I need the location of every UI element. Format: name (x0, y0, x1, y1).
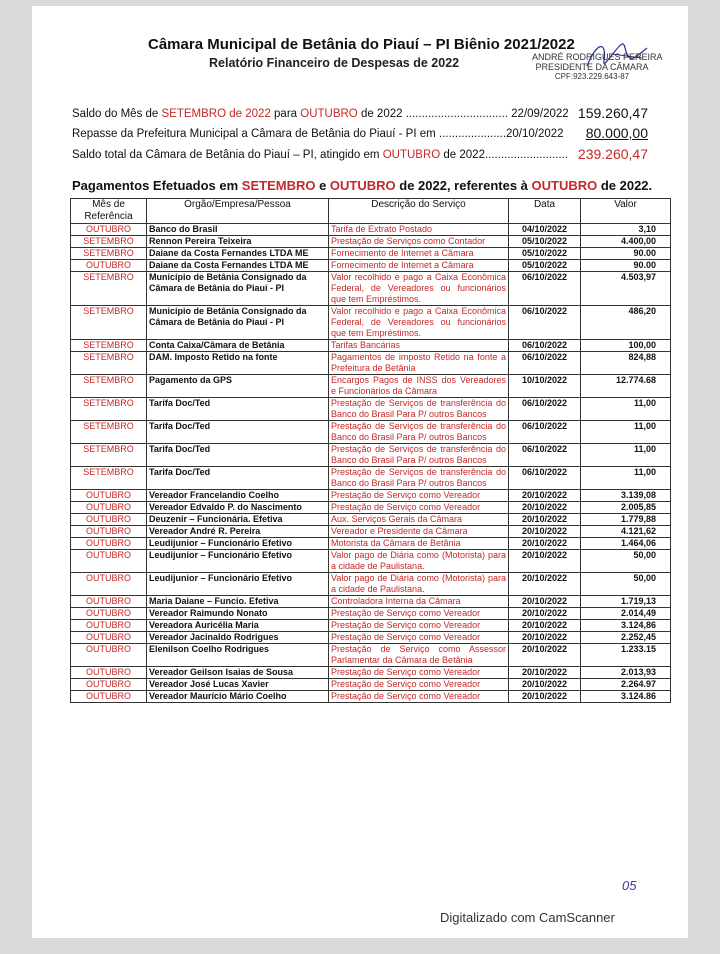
table-row (71, 306, 671, 340)
cell-data: 20/10/2022 (509, 691, 581, 703)
cell-descricao: Prestação de Serviço como Vereador (329, 608, 509, 620)
table-row (71, 272, 671, 306)
signature-block (532, 52, 663, 82)
cell-valor: 90.00 (581, 248, 671, 260)
cell-mes: SETEMBRO (71, 272, 147, 306)
table-row (71, 538, 671, 550)
balance-line (72, 108, 569, 120)
cell-orgao: Conta Caixa/Câmara de Betânia (147, 340, 329, 352)
cell-valor: 2.013,93 (581, 667, 671, 679)
cell-orgao: Tarifa Doc/Ted (147, 467, 329, 490)
payments-table (70, 198, 671, 703)
balance-text: SETEMBRO de 2022 (161, 108, 271, 120)
cell-valor: 2.005,85 (581, 502, 671, 514)
cell-mes: OUTUBRO (71, 550, 147, 573)
cell-descricao: Fornecimento de Internet a Câmara (329, 248, 509, 260)
cell-orgao: Leudijunior – Funcionário Efetivo (147, 538, 329, 550)
cell-descricao: Motorista da Câmara de Betânia (329, 538, 509, 550)
cell-descricao: Pagamentos de imposto Retido na fonte a Prefeitura de Betânia (329, 352, 509, 375)
cell-valor: 4.400,00 (581, 236, 671, 248)
cell-valor: 2.252,45 (581, 632, 671, 644)
table-row (71, 679, 671, 691)
cell-valor: 1.779,88 (581, 514, 671, 526)
balance-text: Saldo do Mês de (72, 108, 162, 120)
cell-valor: 11,00 (581, 421, 671, 444)
cell-mes: OUTUBRO (71, 526, 147, 538)
cell-orgao: Elenilson Coelho Rodrigues (147, 644, 329, 667)
header-data: Data (509, 199, 581, 224)
cell-data: 06/10/2022 (509, 352, 581, 375)
cell-data: 06/10/2022 (509, 444, 581, 467)
cell-mes: OUTUBRO (71, 608, 147, 620)
cell-data: 04/10/2022 (509, 224, 581, 236)
cell-descricao: Valor recolhido e pago a Caixa Econômica Federal, de Vereadores ou funcionários que tem Empréstimos. (329, 272, 509, 306)
cell-descricao: Aux. Serviços Gerais da Câmara (329, 514, 509, 526)
table-row (71, 444, 671, 467)
cell-descricao: Fornecimento de Internet a Câmara (329, 260, 509, 272)
balance-text: de 2022 ................................ 22/09/2022 (357, 108, 569, 120)
cell-valor: 486,20 (581, 306, 671, 340)
cell-data: 20/10/2022 (509, 550, 581, 573)
cell-data: 20/10/2022 (509, 526, 581, 538)
cell-data: 20/10/2022 (509, 596, 581, 608)
table-row (71, 596, 671, 608)
balance-value: 159.260,47 (577, 105, 648, 121)
cell-mes: OUTUBRO (71, 644, 147, 667)
cell-descricao: Prestação de Serviços de transferência do Banco do Brasil Para P/ outros Bancos (329, 467, 509, 490)
cell-orgao: Vereador José Lucas Xavier (147, 679, 329, 691)
cell-mes: OUTUBRO (71, 620, 147, 632)
balance-text: de 2022.......................... (440, 149, 569, 161)
balance-value: 239.260,47 (577, 146, 648, 162)
cell-data: 05/10/2022 (509, 236, 581, 248)
cell-orgao: Rennon Pereira Teixeira (147, 236, 329, 248)
balance-text: Repasse da Prefeitura Municipal a Câmara de Betânia do Piauí - PI em .....................20/10/2022 (72, 128, 564, 140)
cell-valor: 11,00 (581, 467, 671, 490)
cell-descricao: Vereador e Presidente da Câmara (329, 526, 509, 538)
cell-descricao: Tarifa de Extrato Postado (329, 224, 509, 236)
cell-mes: SETEMBRO (71, 306, 147, 340)
cell-mes: SETEMBRO (71, 398, 147, 421)
signature-role: PRESIDENTE DA CÂMARA (535, 62, 649, 72)
section-title-month: SETEMBRO (241, 178, 316, 193)
cell-valor: 1.464,06 (581, 538, 671, 550)
table-row (71, 352, 671, 375)
cell-descricao: Valor pago de Diária como (Motorista) para a cidade de Paulistana. (329, 550, 509, 573)
cell-mes: SETEMBRO (71, 467, 147, 490)
table-row (71, 375, 671, 398)
cell-descricao: Prestação de Serviços de transferência do Banco do Brasil Para P/ outros Bancos (329, 398, 509, 421)
section-title-month: OUTUBRO (329, 178, 396, 193)
cell-mes: OUTUBRO (71, 691, 147, 703)
table-row (71, 691, 671, 703)
cell-orgao: Vereador Francelandio Coelho (147, 490, 329, 502)
table-row (71, 502, 671, 514)
table-row (71, 620, 671, 632)
cell-descricao: Controladora Interna da Câmara (329, 596, 509, 608)
table-row (71, 550, 671, 573)
cell-data: 06/10/2022 (509, 467, 581, 490)
document-title: Câmara Municipal de Betânia do Piauí – PI Biênio 2021/2022 (148, 36, 575, 53)
cell-mes: OUTUBRO (71, 573, 147, 596)
section-title (72, 178, 652, 193)
cell-orgao: Leudijunior – Funcionário Efetivo (147, 573, 329, 596)
cell-valor: 1.233.15 (581, 644, 671, 667)
section-title-part: e (315, 178, 330, 193)
cell-orgao: Município de Betânia Consignado da Câmara de Betânia do Piauí - PI (147, 306, 329, 340)
balance-text: OUTUBRO (300, 108, 358, 120)
cell-descricao: Prestação de Serviço como Vereador (329, 490, 509, 502)
table-row (71, 490, 671, 502)
cell-valor: 50,00 (581, 550, 671, 573)
cell-valor: 4.121,62 (581, 526, 671, 538)
balance-line (72, 149, 568, 161)
cell-valor: 2.014,49 (581, 608, 671, 620)
cell-descricao: Encargos Pagos de INSS dos Vereadores e Funcionários da Câmara (329, 375, 509, 398)
cell-data: 20/10/2022 (509, 632, 581, 644)
cell-descricao: Valor pago de Diária como (Motorista) para a cidade de Paulistana. (329, 573, 509, 596)
table-row (71, 236, 671, 248)
cell-descricao: Prestação de Serviço como Vereador (329, 667, 509, 679)
cell-mes: SETEMBRO (71, 352, 147, 375)
cell-valor: 3,10 (581, 224, 671, 236)
cell-mes: SETEMBRO (71, 340, 147, 352)
cell-valor: 2.264.97 (581, 679, 671, 691)
cell-data: 20/10/2022 (509, 502, 581, 514)
table-row (71, 224, 671, 236)
cell-mes: OUTUBRO (71, 224, 147, 236)
scanner-watermark: Digitalizado com CamScanner (440, 910, 615, 925)
cell-orgao: Pagamento da GPS (147, 375, 329, 398)
cell-data: 06/10/2022 (509, 340, 581, 352)
cell-data: 20/10/2022 (509, 644, 581, 667)
cell-valor: 11,00 (581, 444, 671, 467)
cell-orgao: Tarifa Doc/Ted (147, 421, 329, 444)
table-row (71, 467, 671, 490)
cell-data: 20/10/2022 (509, 490, 581, 502)
cell-orgao: Vereador Raimundo Nonato (147, 608, 329, 620)
section-title-part: Pagamentos Efetuados em (72, 178, 242, 193)
cell-data: 06/10/2022 (509, 272, 581, 306)
balance-text: OUTUBRO (382, 149, 441, 161)
document-page (32, 6, 688, 938)
cell-orgao: Tarifa Doc/Ted (147, 398, 329, 421)
signature-cpf: CPF:923.229.643-87 (554, 72, 630, 81)
cell-mes: OUTUBRO (71, 502, 147, 514)
cell-descricao: Prestação de Serviços de transferência do Banco do Brasil Para P/ outros Bancos (329, 444, 509, 467)
cell-orgao: Vereador André R. Pereira (147, 526, 329, 538)
balance-line (72, 128, 564, 140)
header-valor: Valor (581, 199, 671, 224)
document-subtitle: Relatório Financeiro de Despesas de 2022 (209, 56, 460, 70)
cell-data: 20/10/2022 (509, 514, 581, 526)
cell-data: 05/10/2022 (509, 260, 581, 272)
cell-valor: 1.719,13 (581, 596, 671, 608)
table-row (71, 260, 671, 272)
cell-orgao: Deuzenir – Funcionária. Efetiva (147, 514, 329, 526)
cell-orgao: Vereador Jacinaldo Rodrigues (147, 632, 329, 644)
table-row (71, 514, 671, 526)
cell-valor: 50,00 (581, 573, 671, 596)
cell-descricao: Prestação de Serviços de transferência do Banco do Brasil Para P/ outros Bancos (329, 421, 509, 444)
table-row (71, 644, 671, 667)
cell-orgao: Leudijunior – Funcionário Efetivo (147, 550, 329, 573)
cell-orgao: Município de Betânia Consignado da Câmara de Betânia do Piauí - PI (147, 272, 329, 306)
cell-valor: 11,00 (581, 398, 671, 421)
cell-valor: 100,00 (581, 340, 671, 352)
cell-data: 06/10/2022 (509, 398, 581, 421)
cell-data: 20/10/2022 (509, 667, 581, 679)
cell-descricao: Valor recolhido e pago a Caixa Econômica Federal, de Vereadores ou funcionários que tem Empréstimos. (329, 306, 509, 340)
cell-valor: 12.774.68 (581, 375, 671, 398)
cell-mes: SETEMBRO (71, 444, 147, 467)
balance-text: para (270, 108, 301, 120)
cell-valor: 824,88 (581, 352, 671, 375)
cell-descricao: Prestação de Serviço como Assessor Parlamentar da Câmara de Betânia (329, 644, 509, 667)
signature-name: ANDRÉ RODRIGUES PEREIRA (532, 52, 663, 62)
cell-data: 10/10/2022 (509, 375, 581, 398)
cell-data: 06/10/2022 (509, 306, 581, 340)
cell-orgao: Banco do Brasil (147, 224, 329, 236)
table-row (71, 608, 671, 620)
cell-data: 05/10/2022 (509, 248, 581, 260)
cell-valor: 4.503,97 (581, 272, 671, 306)
balance-text: Saldo total da Câmara de Betânia do Piauí – PI, atingido em (72, 149, 383, 161)
section-title-part: de 2022. (597, 178, 653, 193)
cell-mes: SETEMBRO (71, 421, 147, 444)
table-body (71, 224, 671, 703)
table-row (71, 573, 671, 596)
table-header-row (71, 199, 671, 224)
cell-mes: OUTUBRO (71, 514, 147, 526)
cell-mes: SETEMBRO (71, 236, 147, 248)
cell-orgao: Vereador Maurício Mário Coelho (147, 691, 329, 703)
cell-data: 20/10/2022 (509, 620, 581, 632)
cell-orgao: Maria Daiane – Funcio. Efetiva (147, 596, 329, 608)
balance-value: 80.000,00 (585, 125, 648, 141)
cell-data: 20/10/2022 (509, 538, 581, 550)
section-title-month: OUTUBRO (531, 178, 598, 193)
cell-orgao: Daiane da Costa Fernandes LTDA ME (147, 248, 329, 260)
header-mes: Mês de Referência (71, 199, 147, 224)
cell-orgao: Vereador Geilson Isaias de Sousa (147, 667, 329, 679)
table-row (71, 632, 671, 644)
cell-orgao: Daiane da Costa Fernandes LTDA ME (147, 260, 329, 272)
header-orgao: Órgão/Empresa/Pessoa (147, 199, 329, 224)
table-row (71, 526, 671, 538)
cell-data: 20/10/2022 (509, 679, 581, 691)
cell-mes: SETEMBRO (71, 248, 147, 260)
cell-valor: 3.124.86 (581, 691, 671, 703)
cell-mes: SETEMBRO (71, 375, 147, 398)
cell-valor: 3.139,08 (581, 490, 671, 502)
cell-mes: OUTUBRO (71, 679, 147, 691)
cell-data: 20/10/2022 (509, 608, 581, 620)
cell-mes: OUTUBRO (71, 667, 147, 679)
cell-orgao: Vereadora Auricélia Maria (147, 620, 329, 632)
cell-descricao: Prestação de Serviço como Vereador (329, 632, 509, 644)
cell-valor: 90.00 (581, 260, 671, 272)
table-row (71, 340, 671, 352)
page-number: 05 (622, 878, 637, 893)
cell-descricao: Prestação de Serviço como Vereador (329, 502, 509, 514)
header-descricao: Descrição do Serviço (329, 199, 509, 224)
table-row (71, 248, 671, 260)
cell-orgao: Vereador Edvaldo P. do Nascimento (147, 502, 329, 514)
cell-mes: OUTUBRO (71, 632, 147, 644)
section-title-part: de 2022, referentes à (395, 178, 532, 193)
cell-descricao: Prestação de Serviço como Vereador (329, 679, 509, 691)
table-row (71, 421, 671, 444)
table-row (71, 667, 671, 679)
cell-orgao: Tarifa Doc/Ted (147, 444, 329, 467)
cell-data: 20/10/2022 (509, 573, 581, 596)
cell-descricao: Prestação de Serviço como Vereador (329, 691, 509, 703)
table-row (71, 398, 671, 421)
cell-mes: OUTUBRO (71, 596, 147, 608)
cell-descricao: Prestação de Serviços como Contador (329, 236, 509, 248)
cell-mes: OUTUBRO (71, 538, 147, 550)
cell-data: 06/10/2022 (509, 421, 581, 444)
cell-valor: 3.124,86 (581, 620, 671, 632)
cell-mes: OUTUBRO (71, 260, 147, 272)
cell-orgao: DAM. Imposto Retido na fonte (147, 352, 329, 375)
cell-mes: OUTUBRO (71, 490, 147, 502)
cell-descricao: Tarifas Bancárias (329, 340, 509, 352)
cell-descricao: Prestação de Serviço como Vereador (329, 620, 509, 632)
